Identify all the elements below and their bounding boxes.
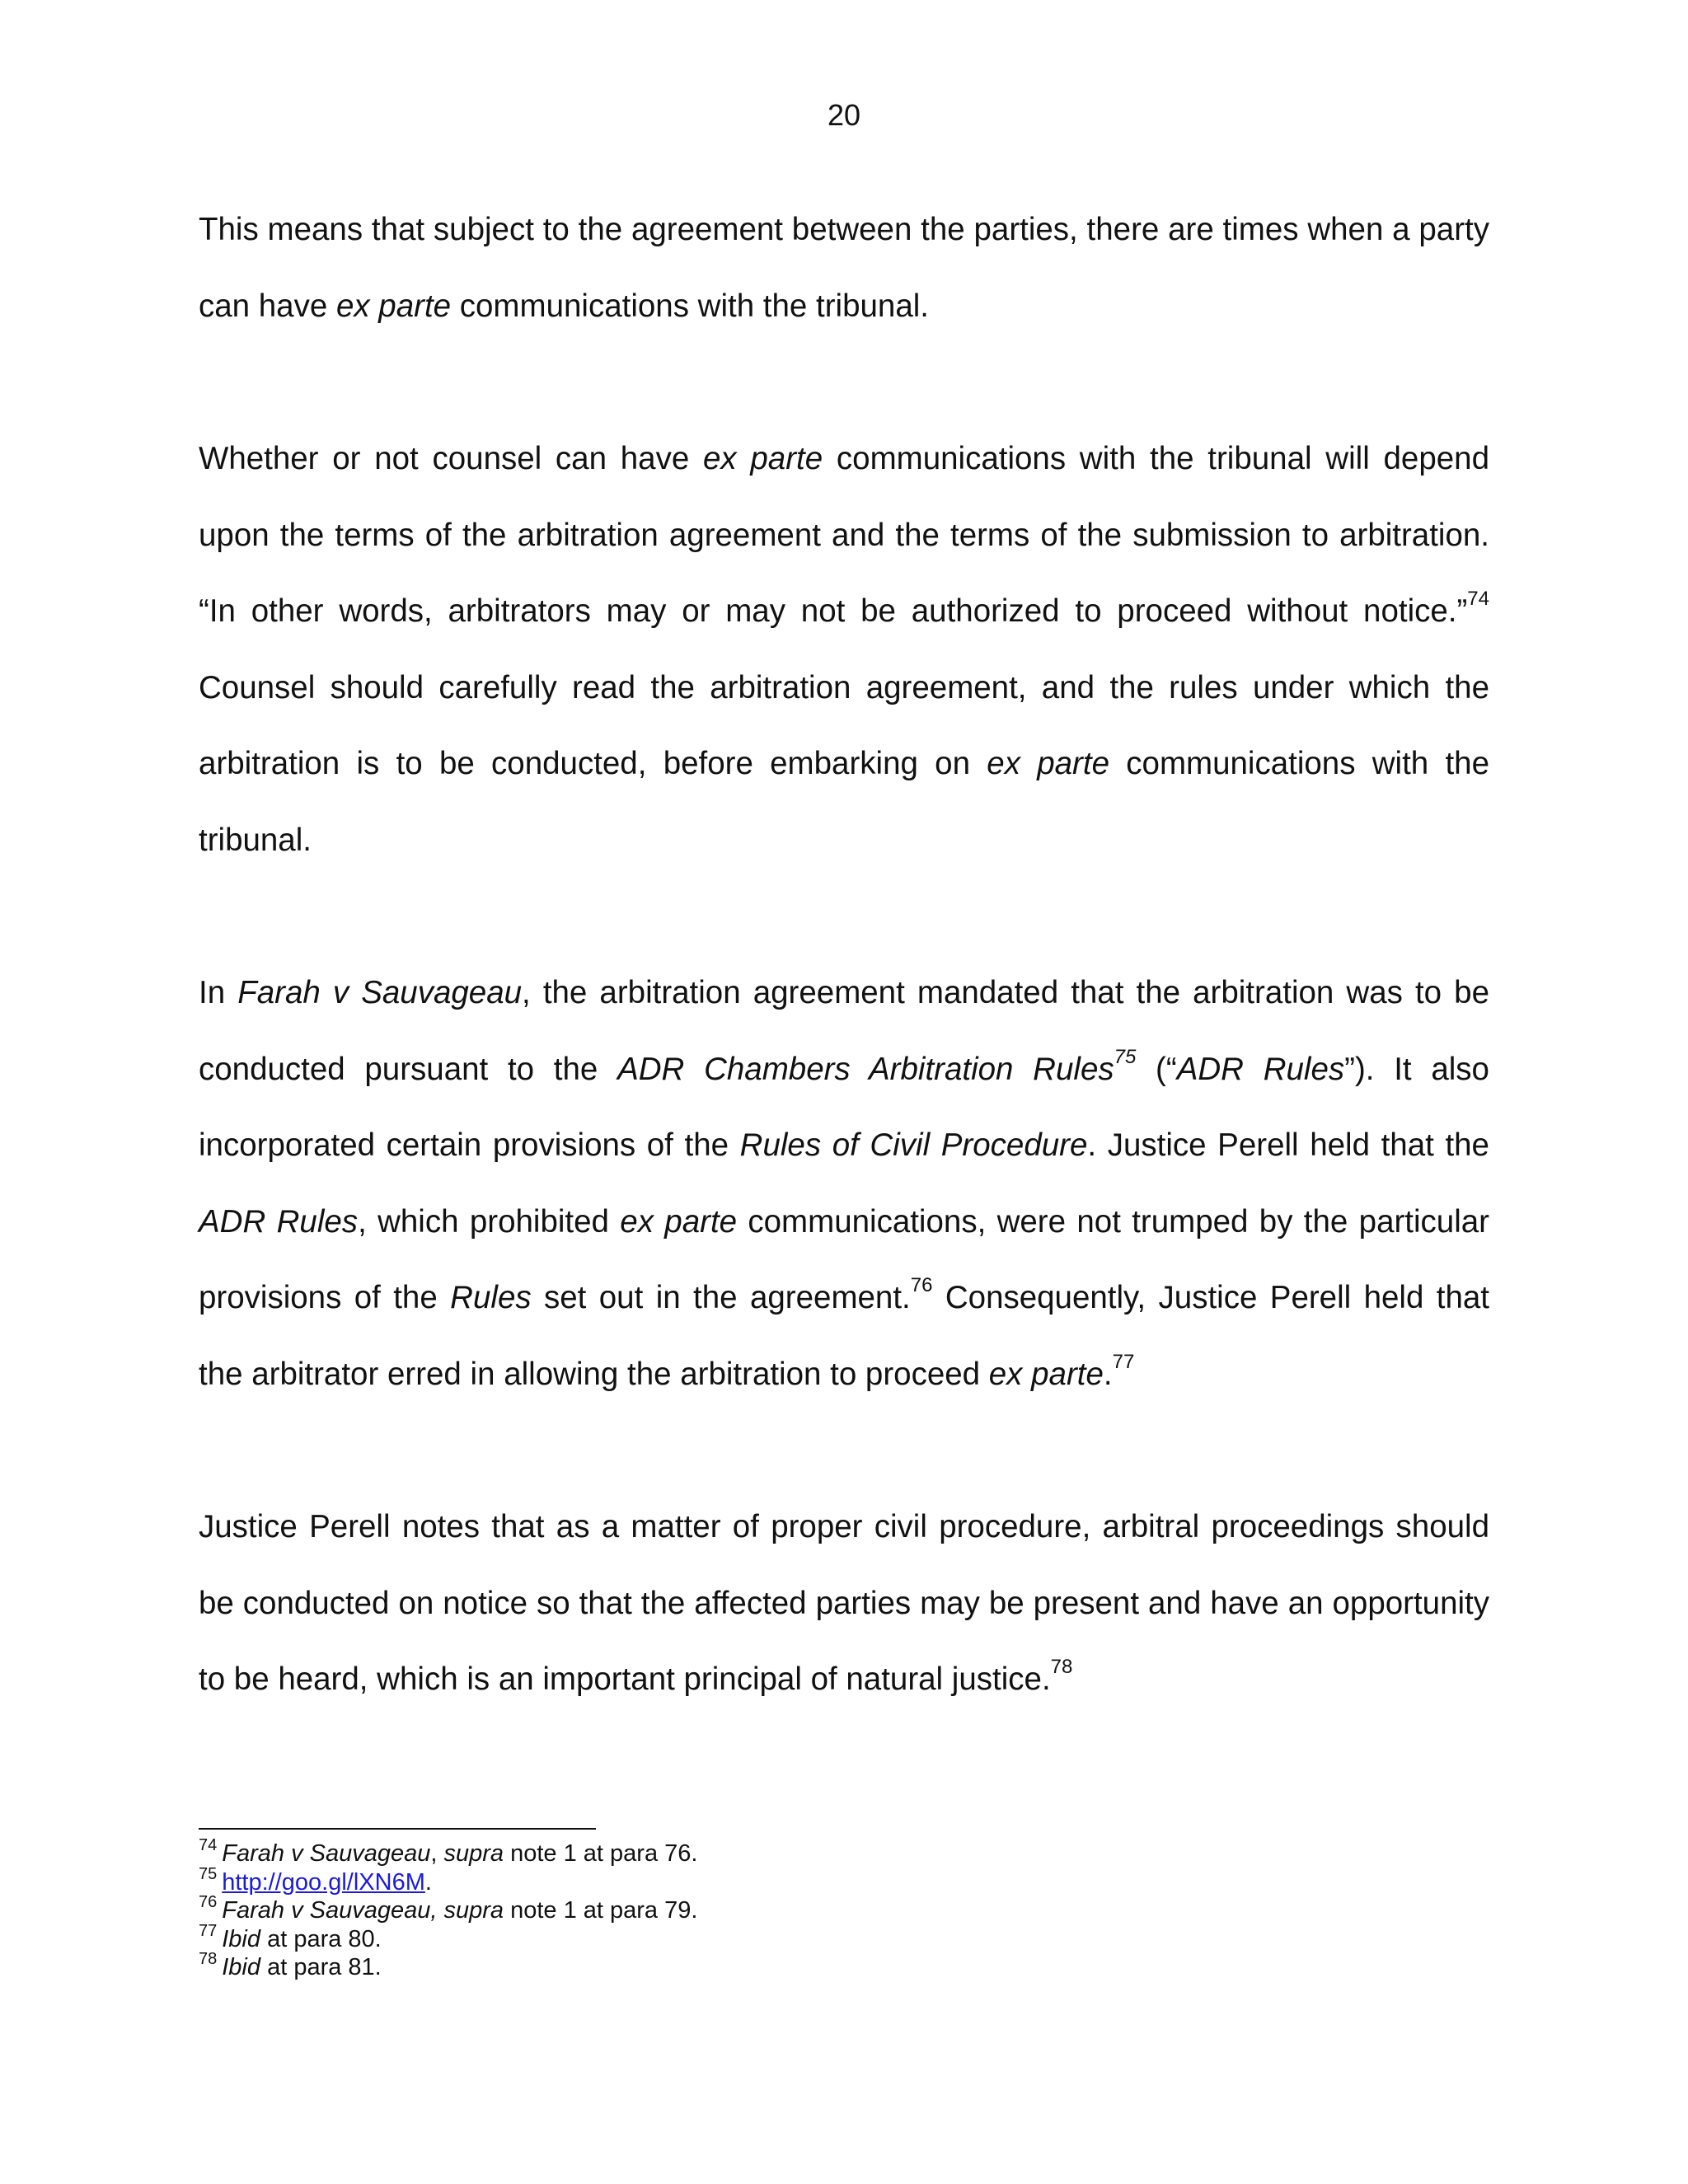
footnote-link[interactable]: http://goo.gl/lXN6M <box>222 1868 425 1896</box>
text-segment: at para 80. <box>260 1925 382 1952</box>
text-segment: note 1 at para 79. <box>504 1897 698 1924</box>
body-text <box>199 192 1489 1795</box>
adr-chambers-arbitration-rules: ADR Chambers Arbitration Rules <box>617 1051 1114 1087</box>
page-number: 20 <box>827 98 861 132</box>
text-segment: communications with the tribunal will depend upon the terms of the arbitration agreement and the terms of the submission to arbitration. “In other words, arbitrators may or may not be authorized to proceed without notice.” <box>199 441 1489 629</box>
text-segment-italic: ADR Rules <box>199 1203 359 1240</box>
text-segment: In <box>199 975 238 1010</box>
footnote-77 <box>199 1921 1489 1954</box>
text-segment-italic: Rules <box>450 1280 532 1315</box>
paragraph-2 <box>199 421 1489 879</box>
text-segment-italic: Ibid <box>222 1925 261 1952</box>
text-segment: . Justice Perell held that the <box>1087 1127 1489 1163</box>
footnote-ref-75[interactable] <box>1114 1046 1137 1068</box>
footnote-74 <box>199 1836 1489 1868</box>
footnote-ref-74[interactable]: 74 <box>1467 588 1489 610</box>
footnote-76 <box>199 1893 1489 1925</box>
text-segment-italic: ADR Rules <box>1176 1051 1345 1087</box>
text-segment: (“ <box>1136 1051 1177 1087</box>
text-segment: . <box>1103 1356 1113 1392</box>
footnote-separator <box>199 1828 596 1830</box>
text-segment-italic: ex parte <box>702 441 823 476</box>
text-segment: at para 81. <box>260 1954 382 1980</box>
text-segment: set out in the agreement. <box>531 1280 911 1315</box>
text-segment: , <box>430 1840 444 1867</box>
case-name-farah-v-sauvageau: Farah v Sauvageau <box>237 975 523 1010</box>
text-segment: note 1 at para 76. <box>504 1840 698 1867</box>
text-segment-italic: Farah v Sauvageau, supra <box>222 1897 504 1924</box>
text-segment: Whether or not counsel can have <box>199 441 703 476</box>
text-segment: Consequently, Justice Perell held that the arbitrator erred in allowing the arbitration to proceed <box>199 1280 1489 1392</box>
footnote-ref-77[interactable]: 77 <box>1112 1350 1135 1373</box>
footnote-ref-76[interactable]: 76 <box>910 1274 933 1296</box>
text-segment-italic: ex parte <box>620 1203 738 1240</box>
text-segment-italic: supra <box>443 1840 504 1867</box>
text-segment: communications with the tribunal. <box>451 288 929 324</box>
footnote-number: 77 <box>199 1921 218 1940</box>
text-segment: , which prohibited <box>358 1203 621 1240</box>
text-segment: communications, were not trumped by the particular provisions of the <box>199 1203 1490 1315</box>
footnote-number: 75 <box>199 1864 218 1883</box>
text-segment-italic: Farah v Sauvageau <box>222 1840 431 1867</box>
text-segment-italic: Ibid <box>222 1954 261 1980</box>
footnote-number: 76 <box>199 1893 218 1911</box>
text-segment: This means that subject to the agreement between the parties, there are times when a party can have <box>199 212 1489 324</box>
text-segment-italic: ex parte <box>988 1356 1104 1392</box>
footnote-ref-75-number: 75 <box>1114 1045 1137 1068</box>
paragraph-3 <box>199 955 1489 1413</box>
footnote-ref-78[interactable]: 78 <box>1050 1656 1073 1678</box>
text-segment: communications with the tribunal. <box>199 746 1489 858</box>
text-segment: . <box>424 1868 432 1896</box>
footnote-75 <box>199 1864 1489 1897</box>
footnotes <box>199 1836 1489 1982</box>
text-segment-italic: ex parte <box>335 288 452 324</box>
footnote-78 <box>199 1950 1489 1982</box>
text-segment: , the arbitration agreement mandated that the arbitration was to be conducted pursuant to the <box>199 975 1489 1087</box>
paragraph-1 <box>199 192 1489 344</box>
text-segment: Counsel should carefully read the arbitration agreement, and the rules under which the arbitration is to be conducted, before embarking on <box>199 669 1489 781</box>
text-segment-italic: ex parte <box>987 746 1109 781</box>
footnote-number: 74 <box>199 1836 218 1854</box>
text-segment: ”). It also incorporated certain provisions of the <box>199 1051 1489 1163</box>
paragraph-4 <box>199 1489 1489 1718</box>
footnote-number: 78 <box>199 1950 218 1968</box>
rules-of-civil-procedure: Rules of Civil Procedure <box>739 1127 1088 1163</box>
text-segment: Justice Perell notes that as a matter of proper civil procedure, arbitral proceedings should be conducted on notice so that the affected parties may be present and have an opportunity to be heard, which is an important principal of natural justice. <box>199 1509 1489 1697</box>
